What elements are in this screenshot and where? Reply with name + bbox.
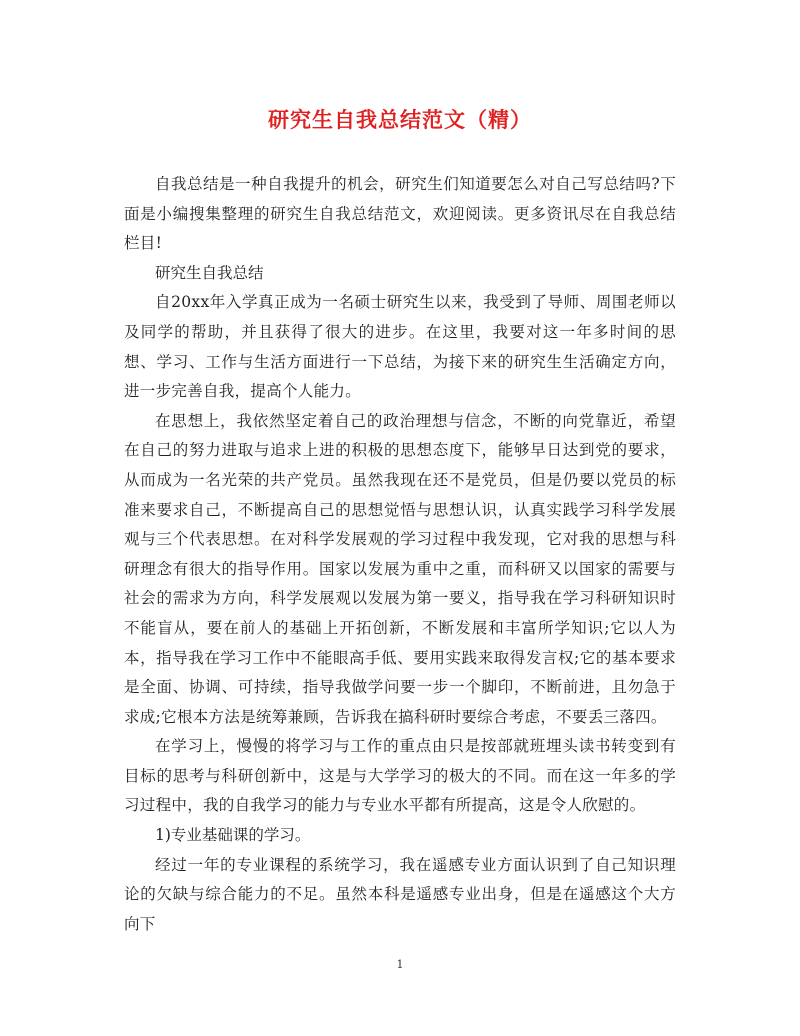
body-paragraph: 经过一年的专业课程的系统学习，我在遥感专业方面认识到了自己知识理论的欠缺与综合能力的不足。虽然本科是遥感专业出身，但是在遥感这个大方向下 bbox=[124, 855, 676, 933]
body-paragraph: 在学习上，慢慢的将学习与工作的重点由只是按部就班埋头读书转变到有目标的思考与科研创新中，这是与大学学习的极大的不同。而在这一年多的学习过程中，我的自我学习的能力与专业水平都有所提高，这是令人欣慰的。 bbox=[124, 737, 676, 815]
intro-paragraph: 自我总结是一种自我提升的机会，研究生们知道要怎么对自己写总结吗?下面是小编搜集整理的研究生自我总结范文，欢迎阅读。更多资讯尽在自我总结栏目! bbox=[124, 175, 676, 253]
section-heading: 研究生自我总结 bbox=[155, 263, 264, 282]
body-paragraph: 自20xx年入学真正成为一名硕士研究生以来，我受到了导师、周围老师以及同学的帮助，并且获得了很大的进步。在这里，我要对这一年多时间的思想、学习、工作与生活方面进行一下总结，为接下来的研究生生活确定方向，进一步完善自我，提高个人能力。 bbox=[124, 293, 676, 401]
page-number: 1 bbox=[396, 958, 404, 971]
subsection-heading: 1)专业基础课的学习。 bbox=[155, 826, 311, 845]
document-body bbox=[124, 170, 676, 939]
document-title: 研究生自我总结范文（精） bbox=[268, 107, 532, 132]
body-paragraph: 在思想上，我依然坚定着自己的政治理想与信念，不断的向党靠近，希望在自己的努力进取与追求上进的积极的思想态度下，能够早日达到党的要求，从而成为一名光荣的共产党员。虽然我现在还不是党员，但是仍要以党员的标准来要求自己，不断提高自己的思想觉悟与思想认识，认真实践学习科学发展观与三个代表思想。在对科学发展观的学习过程中我发现，它对我的思想与科研理念有很大的指导作用。国家以发展为重中之重，而科研又以国家的需要与社会的需求为方向，科学发展观以发展为第一要义，指导我在学习科研知识时不能盲从，要在前人的基础上开拓创新，不断发展和丰富所学知识;它以人为本，指导我在学习工作中不能眼高手低、要用实践来取得发言权;它的基本要求是全面、协调、可持续，指导我做学问要一步一个脚印，不断前进，且勿急于求成;它根本方法是统筹兼顾，告诉我在搞科研时要综合考虑，不要丢三落四。 bbox=[124, 411, 676, 726]
